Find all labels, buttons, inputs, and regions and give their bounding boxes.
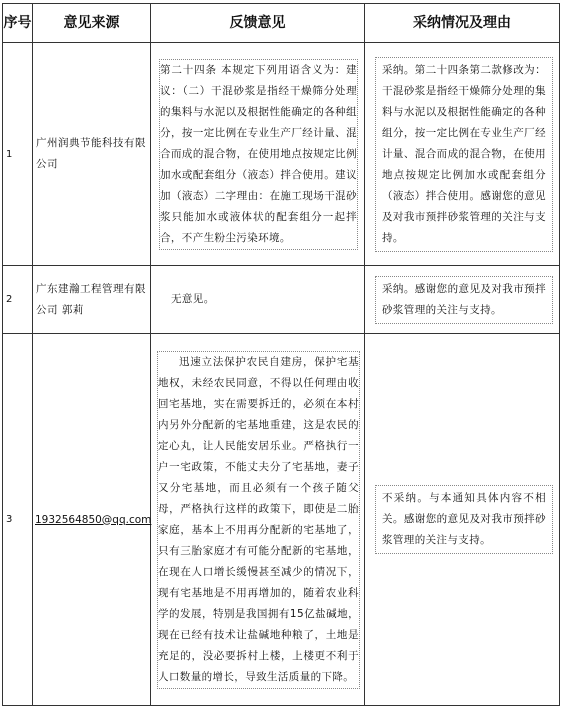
adoption-text: 采纳。第二十四条第二款修改为：干混砂浆是指经干燥筛分处理的集料与水泥以及根据性能确定的各种组分，按一定比例在专业生产厂经计量、混合而成的混合物，在使用地点按规定比例加水或配套组分（液态）拌合使用。感谢您的意见及对我市预拌砂浆管理的关注与支持。 bbox=[375, 57, 553, 252]
row-feedback bbox=[151, 266, 365, 334]
row-source-email[interactable]: 1932564850@qq.com bbox=[33, 334, 151, 706]
adoption-text: 采纳。感谢您的意见及对我市预拌砂浆管理的关注与支持。 bbox=[375, 276, 553, 324]
adoption-text: 不采纳。与本通知具体内容不相关。感谢您的意见及对我市预拌砂浆管理的关注与支持。 bbox=[375, 485, 553, 554]
header-adoption: 采纳情况及理由 bbox=[365, 4, 560, 43]
table-row bbox=[3, 266, 560, 334]
table-row bbox=[3, 43, 560, 266]
feedback-text: 无意见。 bbox=[171, 293, 215, 305]
row-feedback bbox=[151, 43, 365, 266]
feedback-text: 第二十四条 本规定下列用语含义为：建议：（二）干混砂浆是指经干燥筛分处理的集料与水泥以及根据性能确定的各种组分，按一定比例在专业生产厂经计量、混合而成的混合物，在使用地点按规定比例加水或配套组分（液态）拌合使用。建议加（液态）二字理由：在施工现场干混砂浆只能加水或液体状的配套组分一起拌合，不产生粉尘污染环境。 bbox=[159, 59, 358, 250]
row-adoption bbox=[365, 43, 560, 266]
row-index: 3 bbox=[3, 334, 33, 706]
row-feedback bbox=[151, 334, 365, 706]
row-source: 广州润典节能科技有限公司 bbox=[33, 43, 151, 266]
row-index: 2 bbox=[3, 266, 33, 334]
table-row bbox=[3, 334, 560, 706]
feedback-table bbox=[2, 3, 560, 706]
header-index: 序号 bbox=[3, 4, 33, 43]
row-index: 1 bbox=[3, 43, 33, 266]
row-source: 广东建瀚工程管理有限公司 郭莉 bbox=[33, 266, 151, 334]
header-feedback: 反馈意见 bbox=[151, 4, 365, 43]
row-adoption bbox=[365, 334, 560, 706]
row-adoption bbox=[365, 266, 560, 334]
feedback-text: 迅速立法保护农民自建房，保护宅基地权，未经农民同意，不得以任何理由收回宅基地，实在需要拆迁的，必须在本村内另外分配新的宅基地重建，这是农民的定心丸，让人民能安居乐业。严格执行一户一宅政策，不能丈夫分了宅基地，妻子又分宅基地，而且必须有一个孩子随父母，严格执行这样的政策下，即使是二胎家庭，基本上不用再分配新的宅基地了，只有三胎家庭才有可能分配新的宅基地，在现在人口增长缓慢甚至减少的情况下，现有宅基地是不用再增加的，随着农业科学的发展，特别是我国拥有15亿盐碱地，现在已经有技术让盐碱地种粮了，土地是充足的，没必要拆村上楼，上楼更不利于人口数量的增长，导致生活质量的下降。 bbox=[157, 351, 360, 689]
header-source: 意见来源 bbox=[33, 4, 151, 43]
table-header-row bbox=[3, 4, 560, 43]
